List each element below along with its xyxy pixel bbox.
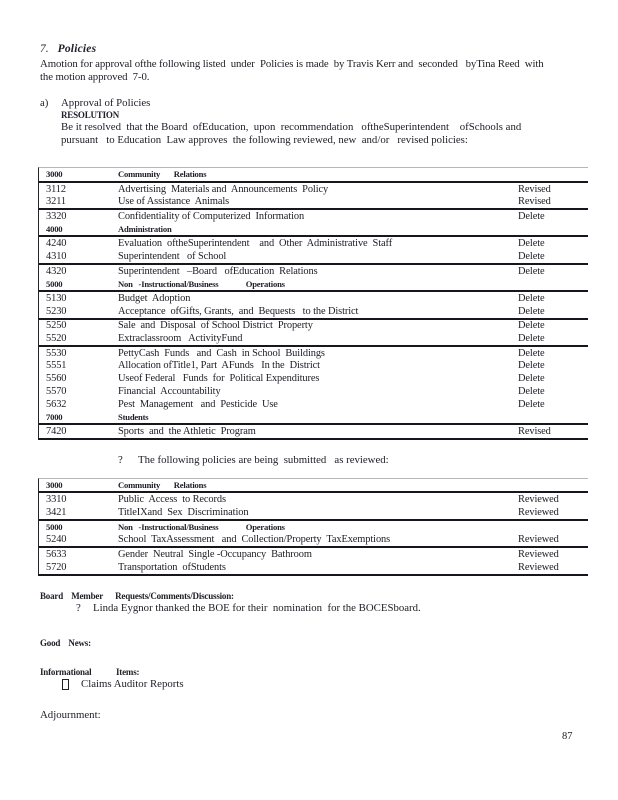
policy-code: 7420 [46,425,67,437]
policy-title: Superintendent –Board ofEducation Relations [118,265,318,277]
policy-status: Reviewed [518,534,559,546]
policy-code: 3112 [46,183,66,195]
table-row [39,506,588,521]
approval-item [40,97,578,147]
policy-title: TitleIXand Sex Discrimination [118,506,249,518]
policy-title: Gender Neutral Single -Occupancy Bathroom [118,549,312,561]
table-row [39,210,588,223]
policy-title: Advertising Materials and Announcements Policy [118,183,329,195]
section-title: Policies [57,43,97,55]
policy-code: 5720 [46,561,67,573]
policy-title: Financial Accountability [118,385,221,397]
table-row [39,195,588,210]
table-section-row [39,168,588,183]
policy-title: Budget Adoption [118,293,191,305]
bullet-icon: ? [76,601,81,614]
policy-status: Delete [518,265,545,277]
resolution-line: pursuant to Education Law approves the following reviewed, new and/or revised policies: [61,134,468,146]
table-row [39,250,588,265]
claims-item [62,678,578,691]
policy-code: 3421 [46,506,67,518]
policy-status: Revised [518,183,551,195]
policy-status: Reviewed [518,549,559,561]
policy-code: 5551 [46,360,67,372]
policy-title: Sports and the Athletic Program [118,425,256,437]
policy-code: 5000 [46,278,63,289]
table-section-row [39,479,588,494]
policy-code: 3000 [46,169,63,180]
policy-title: School TaxAssessment and Collection/Property TaxExemptions [118,534,391,546]
table-section-row [39,521,588,534]
table-section-row [39,410,588,425]
policy-code: 5240 [46,534,67,546]
policy-code: 5230 [46,305,67,317]
policy-status: Delete [518,373,545,385]
table-row [39,320,588,333]
policy-title: Administration [118,224,172,235]
table-row [39,237,588,250]
policy-title: Useof Federal Funds for Political Expenditures [118,373,320,385]
policy-status: Reviewed [518,494,559,506]
claims-item-text: Claims Auditor Reports [81,677,184,690]
table-section-row [39,278,588,293]
list-label: a) [40,97,49,109]
policy-status: Reviewed [518,561,559,573]
section-number: 7. [40,43,49,55]
policy-code: 5560 [46,373,67,385]
table-row [39,183,588,196]
policy-code: 5250 [46,320,67,332]
reviewed-note [118,454,578,467]
policy-code: 3320 [46,210,67,222]
policy-status: Delete [518,305,545,317]
table-row [39,347,588,360]
policy-code: 5570 [46,385,67,397]
policy-title: PettyCash Funds and Cash in School Buildings [118,347,325,359]
policy-title: Community Relations [118,480,207,491]
policy-status: Delete [518,347,545,359]
bullet-icon: ? [118,453,123,466]
table-row [39,548,588,561]
table-row [39,493,588,506]
policy-code: 3310 [46,494,67,506]
policy-status: Delete [518,238,545,250]
table-row [39,332,588,347]
policy-code: 5000 [46,522,63,533]
intro-paragraph [40,58,578,84]
policy-code: 4320 [46,265,67,277]
policy-title: Confidentiality of Computerized Information [118,210,305,222]
policy-code: 3211 [46,196,66,208]
policy-code: 4000 [46,224,63,235]
policy-code: 5633 [46,549,67,561]
good-news-heading: Good News: [40,637,91,648]
policy-title: Evaluation oftheSuperintendent and Other Administrative Staff [118,238,393,250]
policy-title: Allocation ofTitle1, Part AFunds In the District [118,360,320,372]
resolution-line: Be it resolved that the Board ofEducation, upon recommendation oftheSuperintendent ofSchools and [61,121,522,133]
policy-title: Non -Instructional/Business Operations [118,522,285,533]
policy-status: Delete [518,398,545,410]
table-row [39,292,588,305]
table-row [39,265,588,278]
approval-body [61,97,521,147]
policy-title: Community Relations [118,169,207,180]
policy-status: Revised [518,196,551,208]
adjournment-heading: Adjournment: [40,708,101,721]
table-row [39,360,588,373]
board-member-heading: Board Member Requests/Comments/Discussion: [40,590,234,601]
policy-code: 4240 [46,238,67,250]
policy-title: Pest Management and Pesticide Use [118,398,278,410]
policy-code: 5632 [46,398,67,410]
policy-status: Delete [518,333,545,345]
intro-line: the motion approved 7-0. [40,71,150,83]
board-member-note-text: Linda Eygnor thanked the BOE for their nomination for the BOCESboard. [93,601,421,614]
policy-title: Public Access to Records [118,494,226,506]
board-member-note [76,602,578,615]
table-section-row [39,223,588,238]
empty-checkbox-icon [62,679,69,690]
policy-status: Delete [518,360,545,372]
table-row [39,398,588,411]
page-number: 87 [562,731,573,742]
policy-status: Reviewed [518,506,559,518]
policy-title: Transportation ofStudents [118,561,226,573]
policy-title: Sale and Disposal of School District Property [118,320,313,332]
section-heading [40,43,578,56]
table-row [39,385,588,398]
reviewed-note-text: The following policies are being submitted as reviewed: [138,453,389,466]
table-row [39,372,588,385]
policy-code: 5520 [46,333,67,345]
intro-line: Amotion for approval ofthe following listed under Policies is made by Travis Kerr and seconded byTina Reed with [40,58,544,70]
policy-code: 5130 [46,293,67,305]
table-row [39,534,588,549]
resolution-heading: RESOLUTION [61,110,120,120]
policy-status: Delete [518,293,545,305]
policy-status: Delete [518,320,545,332]
table-row [39,305,588,320]
policy-code: 7000 [46,411,63,422]
informational-items-heading: Informational Items: [40,666,140,677]
policy-status: Delete [518,250,545,262]
policy-code: 3000 [46,480,63,491]
policy-title: Use of Assistance Animals [118,196,230,208]
policy-status: Delete [518,385,545,397]
policy-title: Acceptance ofGifts, Grants, and Bequests to the District [118,305,359,317]
policy-code: 4310 [46,250,67,262]
table-row [39,561,588,574]
policy-title: Non -Instructional/Business Operations [118,278,285,289]
approval-title: Approval of Policies [61,97,151,109]
policy-code: 5530 [46,347,67,359]
table-row [39,425,588,438]
policy-status: Revised [518,425,551,437]
policy-title: Students [118,411,149,422]
policy-title: Extraclassroom ActivityFund [118,333,243,345]
policy-title: Superintendent of School [118,250,227,262]
policy-status: Delete [518,210,545,222]
policies-table-approved [38,167,588,440]
policies-table-reviewed [38,478,588,576]
